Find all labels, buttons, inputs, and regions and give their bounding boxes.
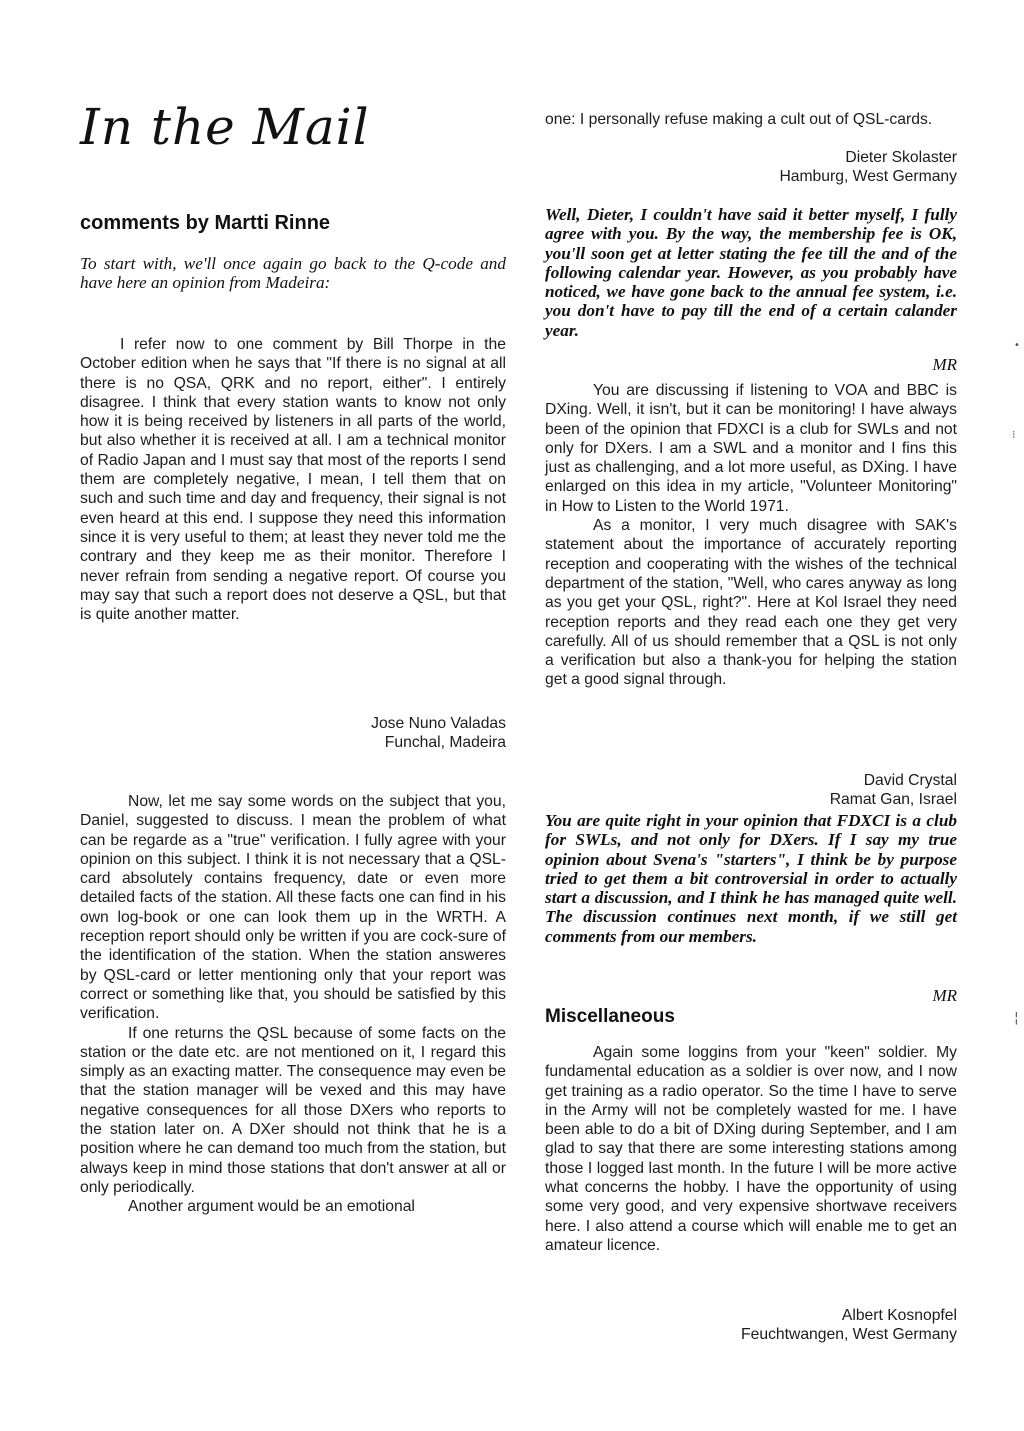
letter-skolaster-paragraph-1: Now, let me say some words on the subject that you, Daniel, suggested to discuss. I mean the problem of what can be regarde as a "true" verification. I fully agree with your opinion on this subject. I think it is not necessary that a QSL-card absolutely contains frequency, date or even more detailed facts of the station. All these facts one can find in his own log-book or one can look them up in the WRTH. A reception report should only be written if you are cock-sure of the identification of the station. When the station answeres by QSL-card or letter mentioning only that your report was correct or something like that, you should be satisfied by this verification.	[80, 793, 506, 1023]
letter-kosnopfel-body: Again some loggins from your "keen" soldier. My fundamental education as a soldier is over now, and I now get training as a radio operator. So the time I have to serve in the Army will not be completely wasted for me. I have been able to do a bit of DXing during September, and I am glad to say that there are some interesting stations among those I logged last month. In the future I will be more active what concerns the hobby. I have the opportunity of using some very good, and very expensive shortwave receivers here. I also attend a course which will enable me to get an amateur licence.	[545, 1044, 957, 1254]
scan-bar-mark: ¦	[1014, 1010, 1019, 1026]
signature-name: David Crystal	[863, 772, 957, 789]
signature-place: Feuchtwangen, West Germany	[741, 1326, 957, 1344]
scan-dot-mark: •	[1014, 340, 1020, 351]
signature-place: Funchal, Madeira	[384, 734, 506, 752]
scan-tick-mark: ⁝	[1012, 428, 1016, 441]
article-title: In the Mail	[80, 98, 370, 156]
signature-name: Dieter Skolaster	[845, 149, 957, 166]
signature-kosnopfel	[545, 1306, 957, 1345]
signature-place: Ramat Gan, Israel	[829, 791, 957, 809]
editor-initials-1: MR	[932, 355, 957, 374]
signature-place: Hamburg, West Germany	[779, 168, 957, 186]
article-byline: comments by Martti Rinne	[80, 212, 331, 234]
editor-initials-2: MR	[932, 986, 957, 1005]
editor-reply-1: Well, Dieter, I couldn't have said it better myself, I fully agree with you. By the way, the membership fee is OK, you'll soon get at letter stating the fee till the and of the following calendar year. However, as you probably have noticed, we have gone back to the annual fee system, i.e. you don't have to pay till the end of a certain calander year.	[545, 205, 957, 340]
signature-skolaster	[545, 148, 957, 187]
letter-skolaster-end: one: I personally refuse making a cult out of QSL-cards.	[545, 111, 933, 128]
signature-valadas	[80, 714, 506, 753]
signature-name: Jose Nuno Valadas	[371, 715, 506, 732]
editor-reply-2: You are quite right in your opinion that FDXCI is a club for SWLs, and not only for DXers. If I say my true opinion about Svena's "starters", I think be by purpose tried to get them a bit controversial in order to actually start a discussion, and I think he has managed quite well. The discussion continues next month, if we still get comments from our members.	[545, 811, 957, 946]
section-heading-miscellaneous: Miscellaneous	[545, 1006, 675, 1027]
letter-skolaster-paragraph-2: If one returns the QSL because of some facts on the station or the date etc. are not mentioned on it, I regard this simply as an exacting matter. The consequence may even be that the station manager will be vexed and this may have negative consequences for all those DXers who reports to the station later on. A DXer should not think that he is a position where he can demand too much from the station, but always keep in mind those stations that don't answer at all or only periodically.	[80, 1024, 506, 1196]
signature-name: Albert Kosnopfel	[841, 1307, 957, 1324]
letter-crystal-paragraph-1: You are discussing if listening to VOA and BBC is DXing. Well, it isn't, but it can be monitoring! I have always been of the opinion that FDXCI is a club for SWLs and not only for DXers. I am a SWL and a monitor and I fins this just as challenging, and a lot more useful, as DXing. I have enlarged on this idea in my article, "Volunteer Monitoring" in How to Listen to the World 1971.	[545, 382, 957, 515]
letter-skolaster-start	[80, 792, 506, 1217]
intro-paragraph: To start with, we'll once again go back to the Q-code and have here an opinion from Madeira:	[80, 254, 506, 293]
letter-crystal-paragraph-2: As a monitor, I very much disagree with SAK's statement about the importance of accurately reporting reception and cooperating with the wishes of the technical department of the station, "Well, who cares anyway as long as you get your QSL, right?". Here at Kol Israel they need reception reports and they read each one they get very carefully. All of us should remember that a QSL is not only a verification but also a thank-you for helping the station get a good signal through.	[545, 517, 957, 689]
letter-valadas-body: I refer now to one comment by Bill Thorpe in the October edition when he says that "If there is no signal at all there is no QSA, QRK and no report, either". I entirely disagree. I think that every station wants to know not only how it is being received by listeners in all parts of the world, but also whether it is received at all. I am a technical monitor of Radio Japan and I must say that most of the reports I send them are completely negative, I mean, I tell them that on such and such time and day and frequency, their signal is not even heard at this end. I suppose they need this information since it is very useful to them; at least they never told me the contrary and they keep me as their monitor. Therefore I never refrain from sending a negative report. Of course you may say that such a report does not deserve a QSL, but that is quite another matter.	[80, 336, 506, 624]
letter-skolaster-paragraph-3: Another argument would be an emotional	[128, 1198, 415, 1216]
letter-crystal	[545, 381, 957, 690]
signature-crystal	[545, 771, 957, 810]
